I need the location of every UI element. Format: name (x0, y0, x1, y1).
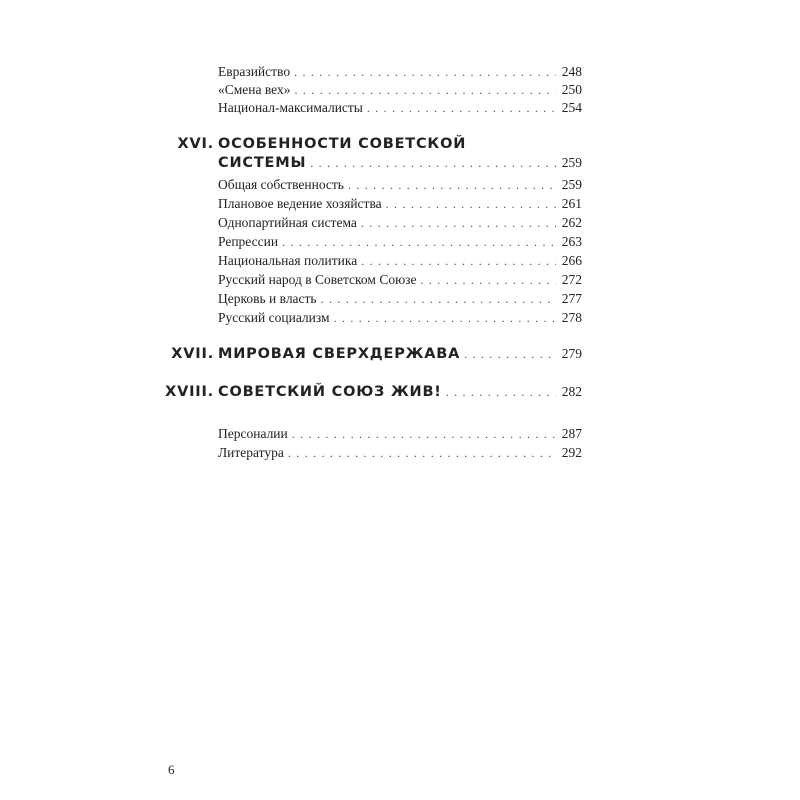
toc-entry (218, 234, 582, 252)
toc-entry (218, 445, 582, 463)
chapter-number: XVI. (177, 136, 214, 152)
leader-dots (292, 427, 556, 442)
chapter-title: СОВЕТСКИЙ СОЮЗ ЖИВ! (218, 384, 442, 400)
leader-dots (334, 311, 556, 326)
leader-dots (361, 216, 556, 231)
toc-entry-page: 254 (561, 100, 582, 115)
toc-entry-page: 272 (561, 272, 582, 287)
chapter-page: 259 (561, 155, 582, 170)
toc-entry-title: Литература (218, 445, 284, 460)
toc-entry-page: 287 (561, 426, 582, 441)
leader-dots (361, 254, 556, 269)
toc-entry-title: Русский народ в Советском Союзе (218, 272, 417, 287)
toc-entry-title: Русский социализм (218, 310, 330, 325)
toc-entry-title: Репрессии (218, 234, 279, 249)
toc-entry (218, 82, 582, 100)
chapter-page: 282 (561, 384, 582, 399)
toc-entry (218, 100, 582, 118)
chapter-page: 279 (561, 346, 582, 361)
toc-entry (218, 64, 582, 82)
chapter-title-line: ОСОБЕННОСТИ СОВЕТСКОЙ (218, 136, 467, 152)
toc-entry (218, 177, 582, 195)
leader-dots (348, 178, 556, 193)
toc-entry (218, 310, 582, 328)
toc-entry-page: 261 (561, 196, 582, 211)
leader-dots (282, 235, 556, 250)
toc-entry (218, 196, 582, 214)
leader-dots (367, 101, 556, 116)
leader-dots (295, 83, 557, 98)
toc-entry-page: 250 (561, 82, 582, 97)
chapter-heading (218, 155, 582, 175)
chapter-number: XVIII. (165, 384, 214, 400)
toc-entry-title: Евразийство (218, 64, 291, 79)
toc-entry-page: 278 (561, 310, 582, 325)
page-number: 6 (168, 762, 175, 777)
toc-entry (218, 272, 582, 290)
toc-entry-title: Национальная политика (218, 253, 358, 268)
leader-dots (464, 347, 556, 362)
toc-entry (218, 291, 582, 309)
toc-entry-page: 262 (561, 215, 582, 230)
toc-entry (218, 253, 582, 271)
toc-entry-title: «Смена вех» (218, 82, 291, 97)
toc-entry-title: Однопартийная система (218, 215, 357, 230)
toc-entry-page: 248 (561, 64, 582, 79)
leader-dots (288, 446, 556, 461)
toc-entry-title: Общая собственность (218, 177, 344, 192)
toc-entry-title: Национал-максималисты (218, 100, 363, 115)
toc-entry-title: Церковь и власть (218, 291, 317, 306)
leader-dots (294, 65, 556, 80)
toc-entry-page: 292 (561, 445, 582, 460)
leader-dots (421, 273, 557, 288)
leader-dots (310, 156, 556, 171)
toc-entry-title: Плановое ведение хозяйства (218, 196, 382, 211)
toc-entry-page: 259 (561, 177, 582, 192)
chapter-heading (218, 346, 582, 366)
chapter-heading (218, 384, 582, 404)
toc-entry-page: 266 (561, 253, 582, 268)
toc-entry (218, 215, 582, 233)
leader-dots (321, 292, 556, 307)
chapter-title-line: СИСТЕМЫ (218, 155, 307, 171)
chapter-number: XVII. (171, 346, 214, 362)
toc-entry-page: 277 (561, 291, 582, 306)
toc-entry (218, 426, 582, 444)
leader-dots (446, 385, 556, 400)
toc-entry-page: 263 (561, 234, 582, 249)
chapter-title: МИРОВАЯ СВЕРХДЕРЖАВА (218, 346, 461, 362)
leader-dots (386, 197, 556, 212)
toc-entry-title: Персоналии (218, 426, 288, 441)
